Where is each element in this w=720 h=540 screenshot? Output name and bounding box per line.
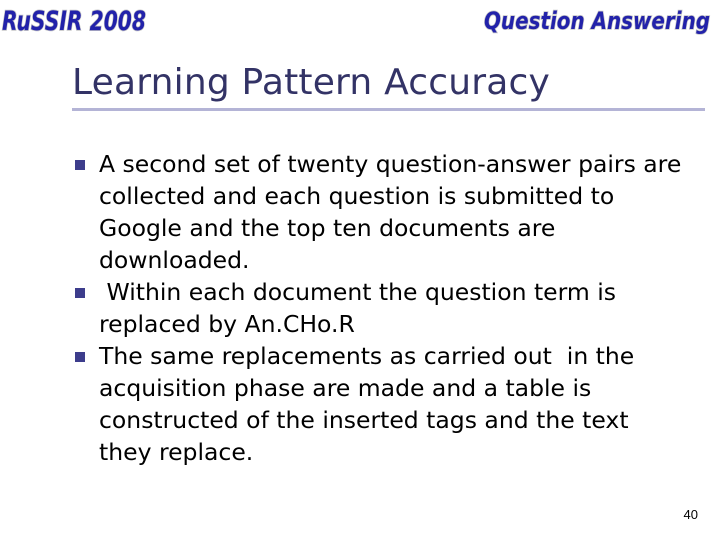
russir-logo-text: RuSSIR 2008 bbox=[2, 6, 146, 37]
question-answering-logo-text: Question Answering bbox=[484, 7, 710, 35]
slide-title: Learning Pattern Accuracy bbox=[72, 62, 551, 103]
question-answering-logo bbox=[482, 0, 714, 38]
bullet-text: Within each document the question term is replaced by An.CHo.R bbox=[99, 278, 624, 338]
bullet-text: The same replacements as carried out in the acquisition phase are made and a table is constructed of the inserted tags and the text they replace. bbox=[99, 342, 642, 466]
bullet-item bbox=[72, 148, 689, 276]
bullet-list bbox=[72, 148, 689, 468]
bullet-item bbox=[72, 276, 682, 340]
square-bullet-icon bbox=[75, 288, 85, 298]
bullet-text: A second set of twenty question-answer pairs are collected and each question is submitted to Google and the top ten documents are downloaded. bbox=[99, 150, 689, 274]
russir-logo bbox=[0, 0, 150, 38]
bullet-item bbox=[72, 340, 682, 468]
page-number: 40 bbox=[683, 507, 698, 522]
square-bullet-icon bbox=[75, 352, 85, 362]
square-bullet-icon bbox=[75, 160, 85, 170]
title-underline bbox=[72, 108, 705, 111]
